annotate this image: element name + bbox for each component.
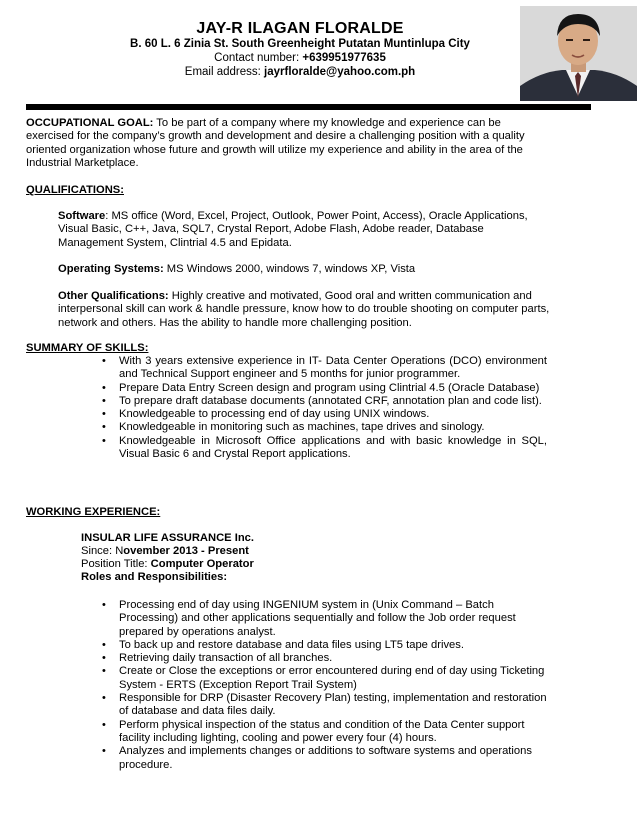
skill-item: • Knowledgeable to processing end of day using UNIX windows. <box>119 408 547 421</box>
occupational-goal-text: To be part of a company where my knowledge and experience can be exercised for the company’s growth and development and desire a challenging position with a quality oriented organization whose future and growth will utilize my experience and ability in the area of the Industrial Marketplace. <box>26 117 525 169</box>
skill-item: • To prepare draft database documents (annotated CRF, annotation plan and code list). <box>119 395 547 408</box>
other-qualifications-label: Other Qualifications: <box>58 290 169 302</box>
other-qualifications-text: Highly creative and motivated, Good oral and written communication and interpersonal skill can work & handle pressure, know how to do trouble shooting on computer parts, network and others. Has the ability to handle more challenging position. <box>58 290 550 329</box>
os-label: Operating Systems: <box>58 263 164 275</box>
skill-item: • With 3 years extensive experience in IT- Data Center Operations (DCO) environment and Technical Support engineer and 5 months for junior programmer. <box>119 355 547 382</box>
experience-heading: WORKING EXPERIENCE: <box>26 506 161 518</box>
responsibility-item: • Create or Close the exceptions or error encountered during end of day using Ticketing System - ERTS (Exception Report Trail System) <box>119 665 547 692</box>
position-label: Position Title: <box>81 558 151 570</box>
skill-item: • Prepare Data Entry Screen design and program using Clintrial 4.5 (Oracle Database) <box>119 382 547 395</box>
contact-label: Contact number: <box>214 52 303 64</box>
email-address <box>0 66 600 78</box>
contact-value: +639951977635 <box>302 52 386 64</box>
qualification-software <box>58 210 550 250</box>
software-label: Software <box>58 210 106 222</box>
responsibility-item: • Analyzes and implements changes or additions to software systems and operations procedure. <box>119 745 547 772</box>
profile-photo <box>520 6 637 101</box>
applicant-name: JAY-R ILAGAN FLORALDE <box>196 20 404 37</box>
since-value: ovember 2013 - Present <box>123 545 249 557</box>
position-title <box>81 558 254 571</box>
qualifications-heading: QUALIFICATIONS: <box>26 184 124 196</box>
since-prefix: Since: N <box>81 545 124 557</box>
responsibility-item: • Retrieving daily transaction of all branches. <box>119 652 547 665</box>
header-divider <box>26 104 591 110</box>
skill-item: • Knowledgeable in monitoring such as machines, tape drives and sinology. <box>119 421 547 434</box>
qualification-other <box>58 290 550 330</box>
contact-number <box>0 52 600 64</box>
employment-dates <box>81 545 249 558</box>
occupational-goal-label: OCCUPATIONAL GOAL: <box>26 117 154 129</box>
software-text: : MS office (Word, Excel, Project, Outlook, Power Point, Access), Oracle Applications, Visual Basic, C++, Java, SQL7, Crystal Report, Adobe Flash, Adobe reader, Database Management System, Clintrial 4.5 and Epidata. <box>58 210 528 249</box>
roles-heading: Roles and Responsibilities: <box>81 571 228 583</box>
skill-item: • Knowledgeable in Microsoft Office applications and with basic knowledge in SQL, Visual Basic 6 and Crystal Report applications. <box>119 435 547 462</box>
os-text: MS Windows 2000, windows 7, windows XP, Vista <box>163 263 416 275</box>
skills-heading: SUMMARY OF SKILLS: <box>26 342 149 354</box>
qualification-operating-systems <box>58 263 550 276</box>
responsibility-item: • To back up and restore database and data files using LT5 tape drives. <box>119 639 547 652</box>
email-value: jayrfloralde@yahoo.com.ph <box>264 66 416 78</box>
responsibilities-list <box>119 599 547 772</box>
company-name: INSULAR LIFE ASSURANCE Inc. <box>81 532 255 544</box>
occupational-goal <box>26 117 546 170</box>
applicant-address: B. 60 L. 6 Zinia St. South Greenheight Putatan Muntinlupa City <box>130 38 470 50</box>
portrait-image <box>520 6 637 101</box>
responsibility-item: • Responsible for DRP (Disaster Recovery Plan) testing, implementation and restoration of database and data files daily. <box>119 692 547 719</box>
position-value: Computer Operator <box>150 558 254 570</box>
responsibility-item: • Processing end of day using INGENIUM system in (Unix Command – Batch Processing) and other applications sequentially and follow the Job order request prepared by operations analyst. <box>119 599 547 639</box>
responsibility-item: • Perform physical inspection of the status and condition of the Data Center support facility including lighting, cooling and power every four (4) hours. <box>119 719 547 746</box>
email-label: Email address: <box>184 66 265 78</box>
skills-list <box>119 355 547 461</box>
